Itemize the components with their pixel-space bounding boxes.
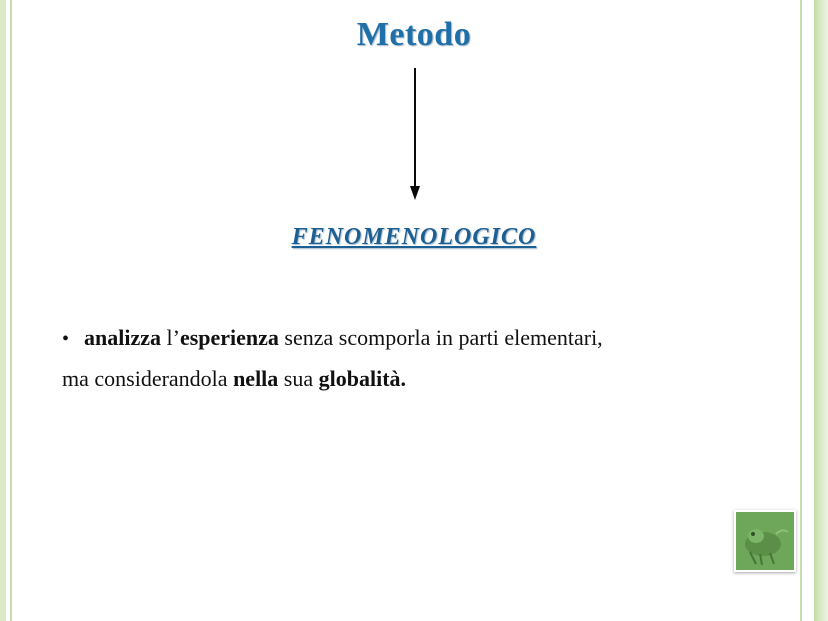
body-line-2 [62,359,782,400]
body-emphasis-nella: nella [233,365,279,391]
right-border-gap [802,0,814,621]
right-border-band [814,0,828,621]
subtitle-heading: FENOMENOLOGICO [291,224,537,250]
bullet-line [62,318,782,359]
arrow-shaft [414,68,416,190]
body-text-segment-1: l’ [161,325,180,350]
arrow-head [410,186,420,200]
body-text-segment-3: ma considerandola [62,365,234,391]
body-emphasis-esperienza: esperienza [179,325,279,350]
body-emphasis-analizza: analizza [84,325,161,350]
body-emphasis-globalita: globalità. [318,365,407,391]
left-border-line [10,0,12,621]
body-text-segment-2: senza scomporla in parti elementari, [278,325,603,350]
page-title: Metodo [356,16,472,53]
down-arrow-icon [414,68,416,204]
body-text-segment-4: sua [278,365,319,391]
photo-thumbnail[interactable] [734,510,796,572]
body-text [62,318,782,399]
bullet-marker: • [62,328,70,350]
